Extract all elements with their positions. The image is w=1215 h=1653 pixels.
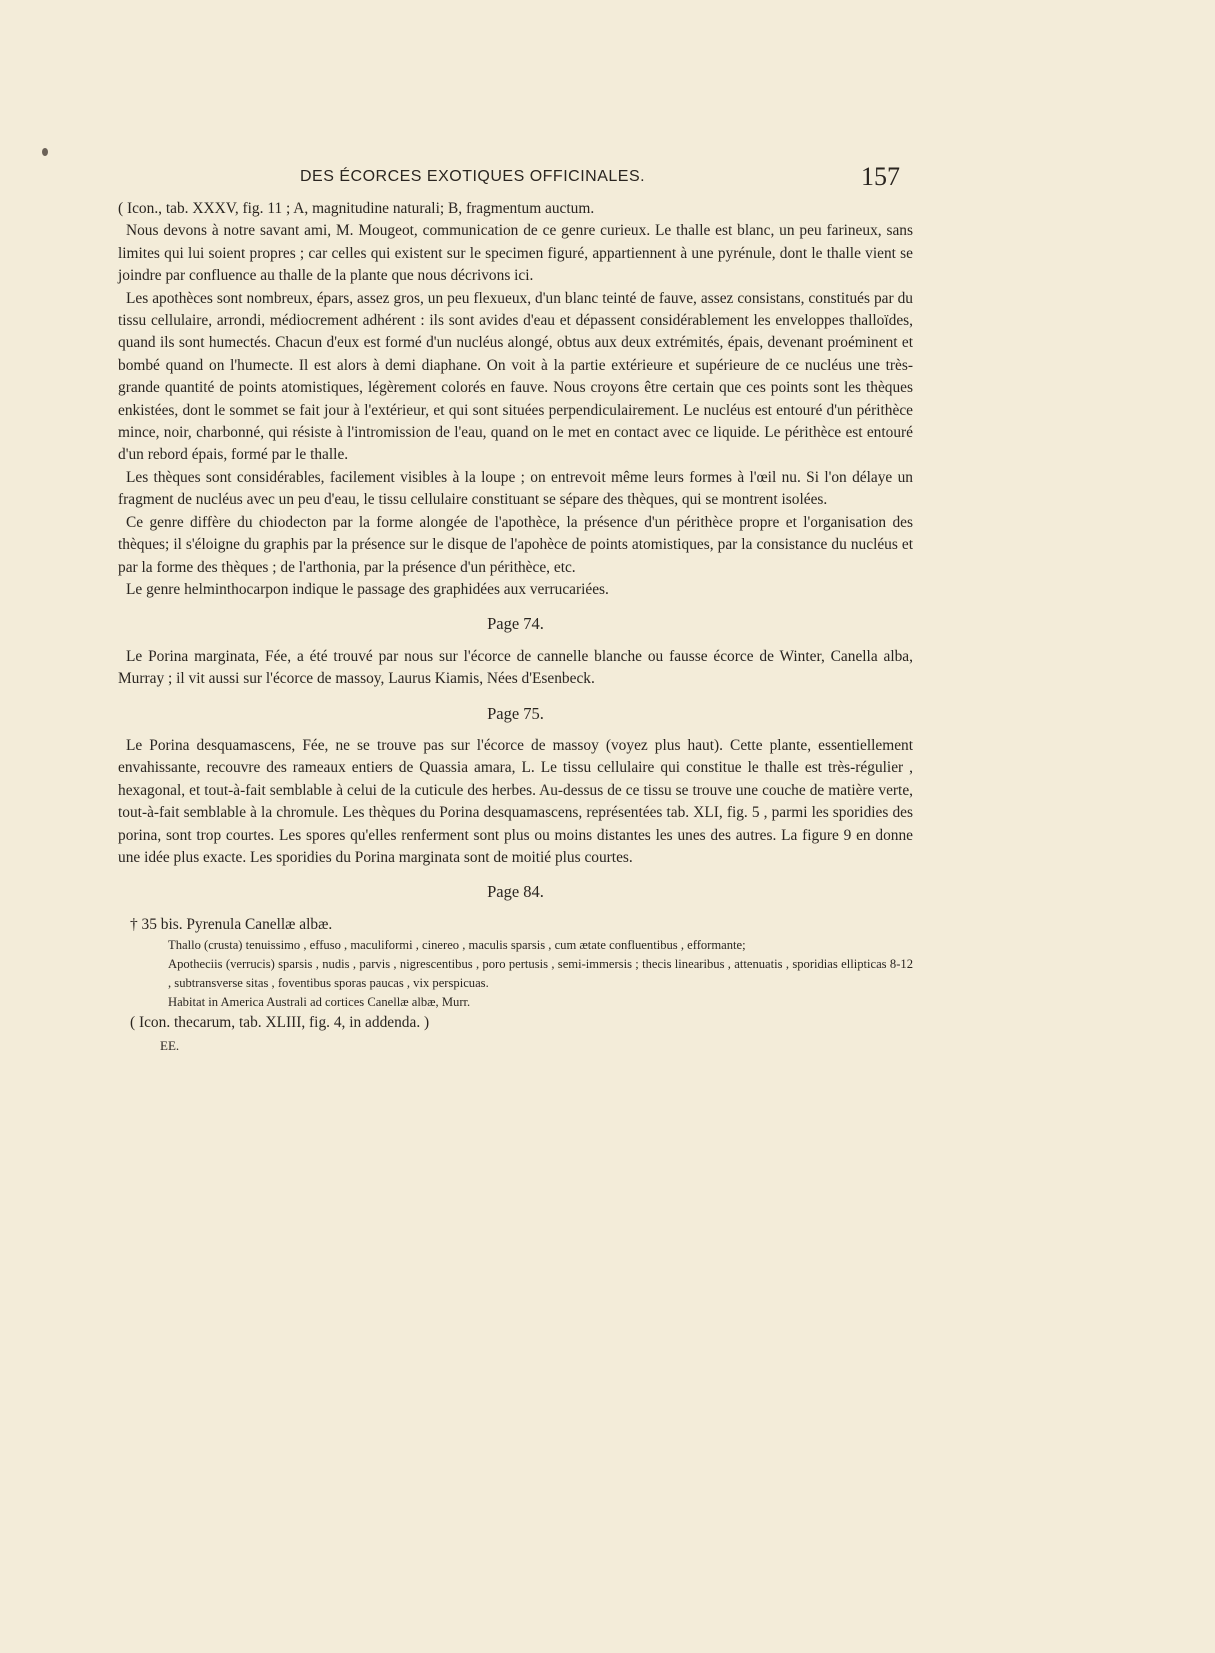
- paragraph: Le genre helminthocarpon indique le passage des graphidées aux verrucariées.: [126, 580, 609, 598]
- latin-paragraph: Apotheciis (verrucis) sparsis , nudis , parvis , nigrescentibus , poro pertusis , semi-immersis ; thecis linearibus , attenuatis , sporidias ellipticas 8-12 , subtransverse sitas , foventibus sporas paucas , vix perspicuas.: [168, 957, 913, 991]
- paragraph: Les apothèces sont nombreux, épars, assez gros, un peu flexueux, d'un blanc teinté de fauve, assez consistans, constitués par du tissu cellulaire, arrondi, médiocrement adhérent : ils sont avides d'eau et dépassent considérablement les enveloppes thalloïdes, quand ils sont humectés. Chacun d'eux est formé d'un nucléus alongé, obtus aux deux extrémités, épais, devenant proéminent et bombé quand on l'humecte. Il est alors à demi diaphane. On voit à la partie extérieure et supérieure de ce nucléus une très-grande quantité de points atomistiques, légèrement colorés en fauve. Nous croyons être certain que ces points sont les thèques enkistées, dont le sommet se fait jour à l'extérieur, et qui sont situées perpendiculairement. Le nucléus est entouré d'un périthèce mince, noir, charbonné, qui résiste à l'intromission de l'eau, quand on le met en contact avec ce liquide. Le périthèce est entouré d'un rebord épais, formé par le thalle.: [118, 289, 913, 464]
- section-heading-page74: Page 74.: [487, 614, 544, 634]
- section-heading-page75: Page 75.: [487, 703, 544, 723]
- body-text: [118, 198, 913, 1057]
- icon-reference: ( Icon., tab. XXXV, fig. 11 ; A, magnitudine naturali; B, fragmentum auctum.: [118, 200, 595, 217]
- paragraph: Nous devons à notre savant ami, M. Mougeot, communication de ce genre curieux. Le thalle est blanc, un peu farineux, sans limites qui lui soient propres ; car celles qui existent sur le specimen figuré, appartiennent à une pyrénule, dont le thalle vient se joindre par confluence au thalle de la plante que nous décrivons ici.: [118, 222, 913, 285]
- latin-description: [118, 936, 913, 1012]
- latin-paragraph: Thallo (crusta) tenuissimo , effuso , maculiformi , cinereo , maculis sparsis , cum ætate confluentibus , efformante;: [168, 938, 746, 953]
- species-heading: † 35 bis. Pyrenula Canellæ albæ.: [130, 915, 333, 933]
- latin-paragraph: Habitat in America Australi ad cortices Canellæ albæ, Murr.: [168, 995, 471, 1010]
- paragraph: Le Porina desquamascens, Fée, ne se trouve pas sur l'écorce de massoy (voyez plus haut). Cette plante, essentiellement envahissante, recouvre des rameaux entiers de Quassia amara, L. Le tissu cellulaire qui constitue le thalle est très-régulier , hexagonal, et tout-à-fait semblable à celui de la cuticule des herbes. Au-dessus de ce tissu se trouve une couche de matière verte, tout-à-fait semblable à la chromule. Les thèques du Porina desquamascens, représentées tab. XLI, fig. 5 , parmi les sporidies des porina, sont trop courtes. Les spores qu'elles renferment sont plus ou moins distantes les unes des autres. La figure 9 en donne une idée plus exacte. Les sporidies du Porina marginata sont de moitié plus courtes.: [118, 736, 913, 866]
- section-heading-page84: Page 84.: [487, 882, 544, 902]
- page-header: [300, 162, 900, 198]
- running-title: DES ÉCORCES EXOTIQUES OFFICINALES.: [300, 168, 646, 185]
- paragraph: Ce genre diffère du chiodecton par la forme alongée de l'apothèce, la présence d'un périthèce propre et l'organisation des thèques; il s'éloigne du graphis par la présence sur le disque de l'apohèce de points atomistiques, par la consistance du nucléus et par la forme des thèques ; de l'arthonia, par la présence d'un périthèce, etc.: [118, 513, 913, 576]
- author-initials: EE.: [160, 1037, 180, 1053]
- ink-blot: [42, 148, 48, 156]
- page-number: 157: [861, 162, 900, 191]
- paragraph: Les thèques sont considérables, facilement visibles à la loupe ; on entrevoit même leurs formes à l'œil nu. Si l'on délaye un fragment de nucléus avec un peu d'eau, le tissu cellulaire constituant se sépare des thèques, qui se montrent isolées.: [118, 468, 913, 509]
- icon-caption: ( Icon. thecarum, tab. XLIII, fig. 4, in addenda. ): [130, 1014, 430, 1032]
- paragraph: Le Porina marginata, Fée, a été trouvé par nous sur l'écorce de cannelle blanche ou fausse écorce de Winter, Canella alba, Murray ; il vit aussi sur l'écorce de massoy, Laurus Kiamis, Nées d'Esenbeck.: [118, 647, 913, 688]
